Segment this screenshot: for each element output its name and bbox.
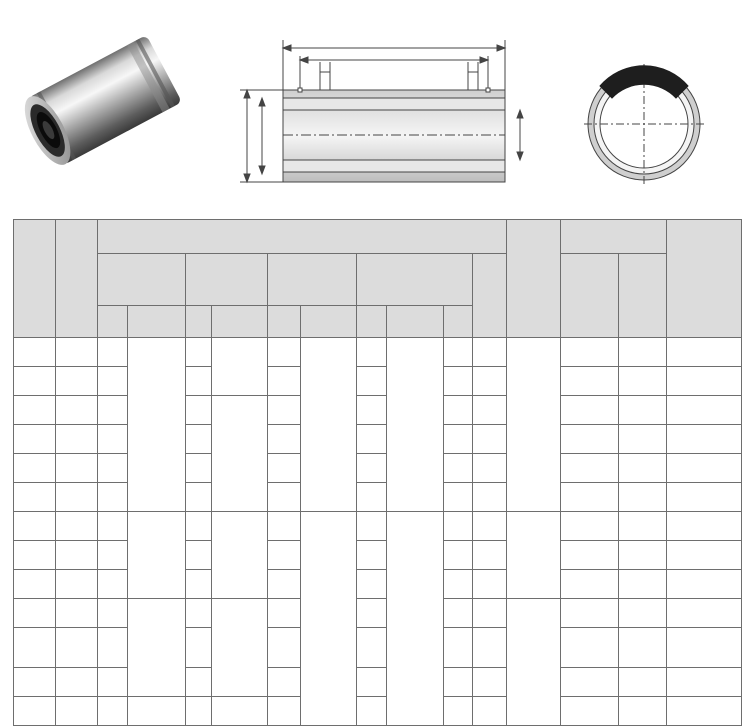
cell-weight	[667, 483, 742, 512]
cell-l	[268, 541, 301, 570]
col-header-main-dimensions	[98, 220, 507, 254]
cell-d-tolerance	[212, 599, 268, 697]
cell-b	[357, 697, 387, 726]
cell-model	[14, 512, 56, 541]
cell-model	[14, 628, 56, 668]
cell-b	[357, 396, 387, 425]
col-header-b	[357, 306, 387, 338]
col-header-outer-diameter	[186, 254, 268, 306]
cell-b	[357, 483, 387, 512]
cell-l	[268, 512, 301, 541]
table-row	[14, 697, 742, 726]
col-header-load-rating	[561, 220, 667, 254]
cell-static	[619, 483, 667, 512]
cell-b	[357, 454, 387, 483]
cell-l	[268, 668, 301, 697]
cell-w	[473, 599, 507, 628]
cell-static	[619, 668, 667, 697]
cell-d-tolerance	[212, 512, 268, 599]
col-header-l-tolerance	[301, 306, 357, 338]
cell-d	[186, 541, 212, 570]
cell-static	[619, 541, 667, 570]
cell-ball-rows	[56, 367, 98, 396]
side-section-drawing	[240, 40, 523, 182]
col-header-eccentricity	[507, 220, 561, 338]
table-row	[14, 512, 742, 541]
cell-d	[186, 425, 212, 454]
table-row	[14, 454, 742, 483]
col-header-model	[14, 220, 56, 338]
bearing-drawings	[0, 0, 755, 215]
cell-dynamic	[561, 599, 619, 628]
cell-d1	[444, 697, 473, 726]
cell-dynamic	[561, 570, 619, 599]
cell-dr	[98, 454, 128, 483]
cell-dynamic	[561, 396, 619, 425]
cell-l	[268, 367, 301, 396]
cell-ball-rows	[56, 454, 98, 483]
cell-static	[619, 570, 667, 599]
cell-ball-rows	[56, 668, 98, 697]
cell-d1	[444, 396, 473, 425]
spec-table	[13, 219, 742, 726]
table-row	[14, 541, 742, 570]
cell-model	[14, 454, 56, 483]
cell-d1	[444, 338, 473, 367]
cell-weight	[667, 628, 742, 668]
cell-l	[268, 628, 301, 668]
col-header-locking-groove	[357, 254, 473, 306]
cell-l	[268, 425, 301, 454]
cell-d1	[444, 367, 473, 396]
cell-static	[619, 425, 667, 454]
cell-dr	[98, 668, 128, 697]
cell-model	[14, 599, 56, 628]
drawings-panel	[0, 0, 755, 215]
cell-model	[14, 668, 56, 697]
cell-ball-rows	[56, 512, 98, 541]
cell-l	[268, 483, 301, 512]
cell-d	[186, 512, 212, 541]
cell-dr	[98, 697, 128, 726]
cell-d	[186, 367, 212, 396]
cell-weight	[667, 338, 742, 367]
cell-l	[268, 396, 301, 425]
cell-d	[186, 570, 212, 599]
cell-d-tolerance	[212, 697, 268, 726]
cell-weight	[667, 396, 742, 425]
col-header-w	[473, 254, 507, 338]
cell-dr-tolerance	[128, 599, 186, 697]
cell-d1	[444, 483, 473, 512]
cell-l	[268, 570, 301, 599]
cell-dr	[98, 367, 128, 396]
cell-b	[357, 338, 387, 367]
col-header-inner-diameter	[98, 254, 186, 306]
cell-l-tolerance	[301, 512, 357, 726]
cell-dr	[98, 338, 128, 367]
cell-ball-rows	[56, 541, 98, 570]
cell-static	[619, 697, 667, 726]
cell-static	[619, 454, 667, 483]
cell-dr-tolerance	[128, 697, 186, 726]
cell-d1	[444, 454, 473, 483]
cell-dr	[98, 628, 128, 668]
cell-d-tolerance	[212, 338, 268, 396]
col-header-l	[268, 306, 301, 338]
cell-dynamic	[561, 512, 619, 541]
cell-b	[357, 541, 387, 570]
cell-d1	[444, 668, 473, 697]
cell-model	[14, 541, 56, 570]
cell-l-tolerance	[301, 338, 357, 512]
cell-d	[186, 454, 212, 483]
cell-weight	[667, 599, 742, 628]
cell-dr	[98, 541, 128, 570]
col-header-d-tolerance	[212, 306, 268, 338]
cell-dr	[98, 599, 128, 628]
cell-weight	[667, 367, 742, 396]
cell-d	[186, 599, 212, 628]
cell-dynamic	[561, 454, 619, 483]
table-row	[14, 338, 742, 367]
cell-static	[619, 512, 667, 541]
cell-ball-rows	[56, 697, 98, 726]
cell-d	[186, 668, 212, 697]
cell-weight	[667, 454, 742, 483]
cell-w	[473, 628, 507, 668]
cell-b	[357, 628, 387, 668]
cell-w	[473, 396, 507, 425]
cell-static	[619, 396, 667, 425]
cell-dr	[98, 483, 128, 512]
col-header-dynamic	[561, 254, 619, 338]
table-row	[14, 668, 742, 697]
cell-b-tolerance	[387, 512, 444, 726]
cell-d-tolerance	[212, 396, 268, 512]
cell-ball-rows	[56, 599, 98, 628]
col-header-d	[186, 306, 212, 338]
col-header-weight	[667, 220, 742, 338]
end-view-drawing	[584, 64, 704, 184]
cell-ball-rows	[56, 396, 98, 425]
cell-w	[473, 483, 507, 512]
cell-weight	[667, 570, 742, 599]
cell-model	[14, 338, 56, 367]
cell-ball-rows	[56, 570, 98, 599]
cell-dynamic	[561, 483, 619, 512]
table-row	[14, 483, 742, 512]
cell-l	[268, 697, 301, 726]
cell-eccentricity	[507, 338, 561, 512]
cell-dr	[98, 570, 128, 599]
cell-ball-rows	[56, 483, 98, 512]
cell-d	[186, 338, 212, 367]
cell-eccentricity	[507, 512, 561, 599]
cell-b	[357, 367, 387, 396]
cell-w	[473, 338, 507, 367]
cell-w	[473, 541, 507, 570]
cell-b	[357, 668, 387, 697]
cell-dynamic	[561, 367, 619, 396]
cell-model	[14, 483, 56, 512]
cell-d1	[444, 512, 473, 541]
cell-dynamic	[561, 338, 619, 367]
cell-ball-rows	[56, 425, 98, 454]
cell-d1	[444, 541, 473, 570]
cell-dynamic	[561, 425, 619, 454]
cell-dynamic	[561, 628, 619, 668]
cell-d	[186, 483, 212, 512]
table-row	[14, 599, 742, 628]
cell-ball-rows	[56, 628, 98, 668]
cell-b	[357, 512, 387, 541]
cell-b	[357, 599, 387, 628]
col-header-b-tolerance	[387, 306, 444, 338]
cell-weight	[667, 512, 742, 541]
col-header-d1	[444, 306, 473, 338]
cell-d	[186, 628, 212, 668]
table-row	[14, 396, 742, 425]
cell-d	[186, 697, 212, 726]
col-header-dr	[98, 306, 128, 338]
cell-w	[473, 425, 507, 454]
cell-weight	[667, 425, 742, 454]
cell-model	[14, 697, 56, 726]
bearing-photo	[16, 35, 182, 172]
cell-dynamic	[561, 697, 619, 726]
cell-b	[357, 570, 387, 599]
cell-model	[14, 570, 56, 599]
cell-b	[357, 425, 387, 454]
cell-model	[14, 367, 56, 396]
cell-static	[619, 628, 667, 668]
cell-model	[14, 425, 56, 454]
cell-weight	[667, 668, 742, 697]
cell-d	[186, 396, 212, 425]
cell-dr	[98, 396, 128, 425]
cell-static	[619, 367, 667, 396]
cell-dynamic	[561, 541, 619, 570]
cell-l	[268, 599, 301, 628]
cell-eccentricity	[507, 599, 561, 726]
col-header-ball-rows	[56, 220, 98, 338]
col-header-length	[268, 254, 357, 306]
cell-d1	[444, 599, 473, 628]
cell-d1	[444, 628, 473, 668]
table-row	[14, 367, 742, 396]
cell-weight	[667, 697, 742, 726]
cell-d1	[444, 570, 473, 599]
col-header-dr-tolerance	[128, 306, 186, 338]
cell-dynamic	[561, 668, 619, 697]
cell-w	[473, 570, 507, 599]
cell-static	[619, 599, 667, 628]
cell-w	[473, 512, 507, 541]
cell-dr-tolerance	[128, 512, 186, 599]
cell-weight	[667, 541, 742, 570]
cell-dr	[98, 512, 128, 541]
cell-dr	[98, 425, 128, 454]
table-row	[14, 570, 742, 599]
cell-d1	[444, 425, 473, 454]
cell-ball-rows	[56, 338, 98, 367]
cell-l	[268, 454, 301, 483]
cell-dr-tolerance	[128, 338, 186, 512]
cell-l	[268, 338, 301, 367]
cell-w	[473, 367, 507, 396]
table-row	[14, 425, 742, 454]
cell-static	[619, 338, 667, 367]
col-header-static	[619, 254, 667, 338]
cell-w	[473, 454, 507, 483]
cell-w	[473, 697, 507, 726]
cell-b-tolerance	[387, 338, 444, 512]
cell-w	[473, 668, 507, 697]
table-row	[14, 628, 742, 668]
cell-model	[14, 396, 56, 425]
